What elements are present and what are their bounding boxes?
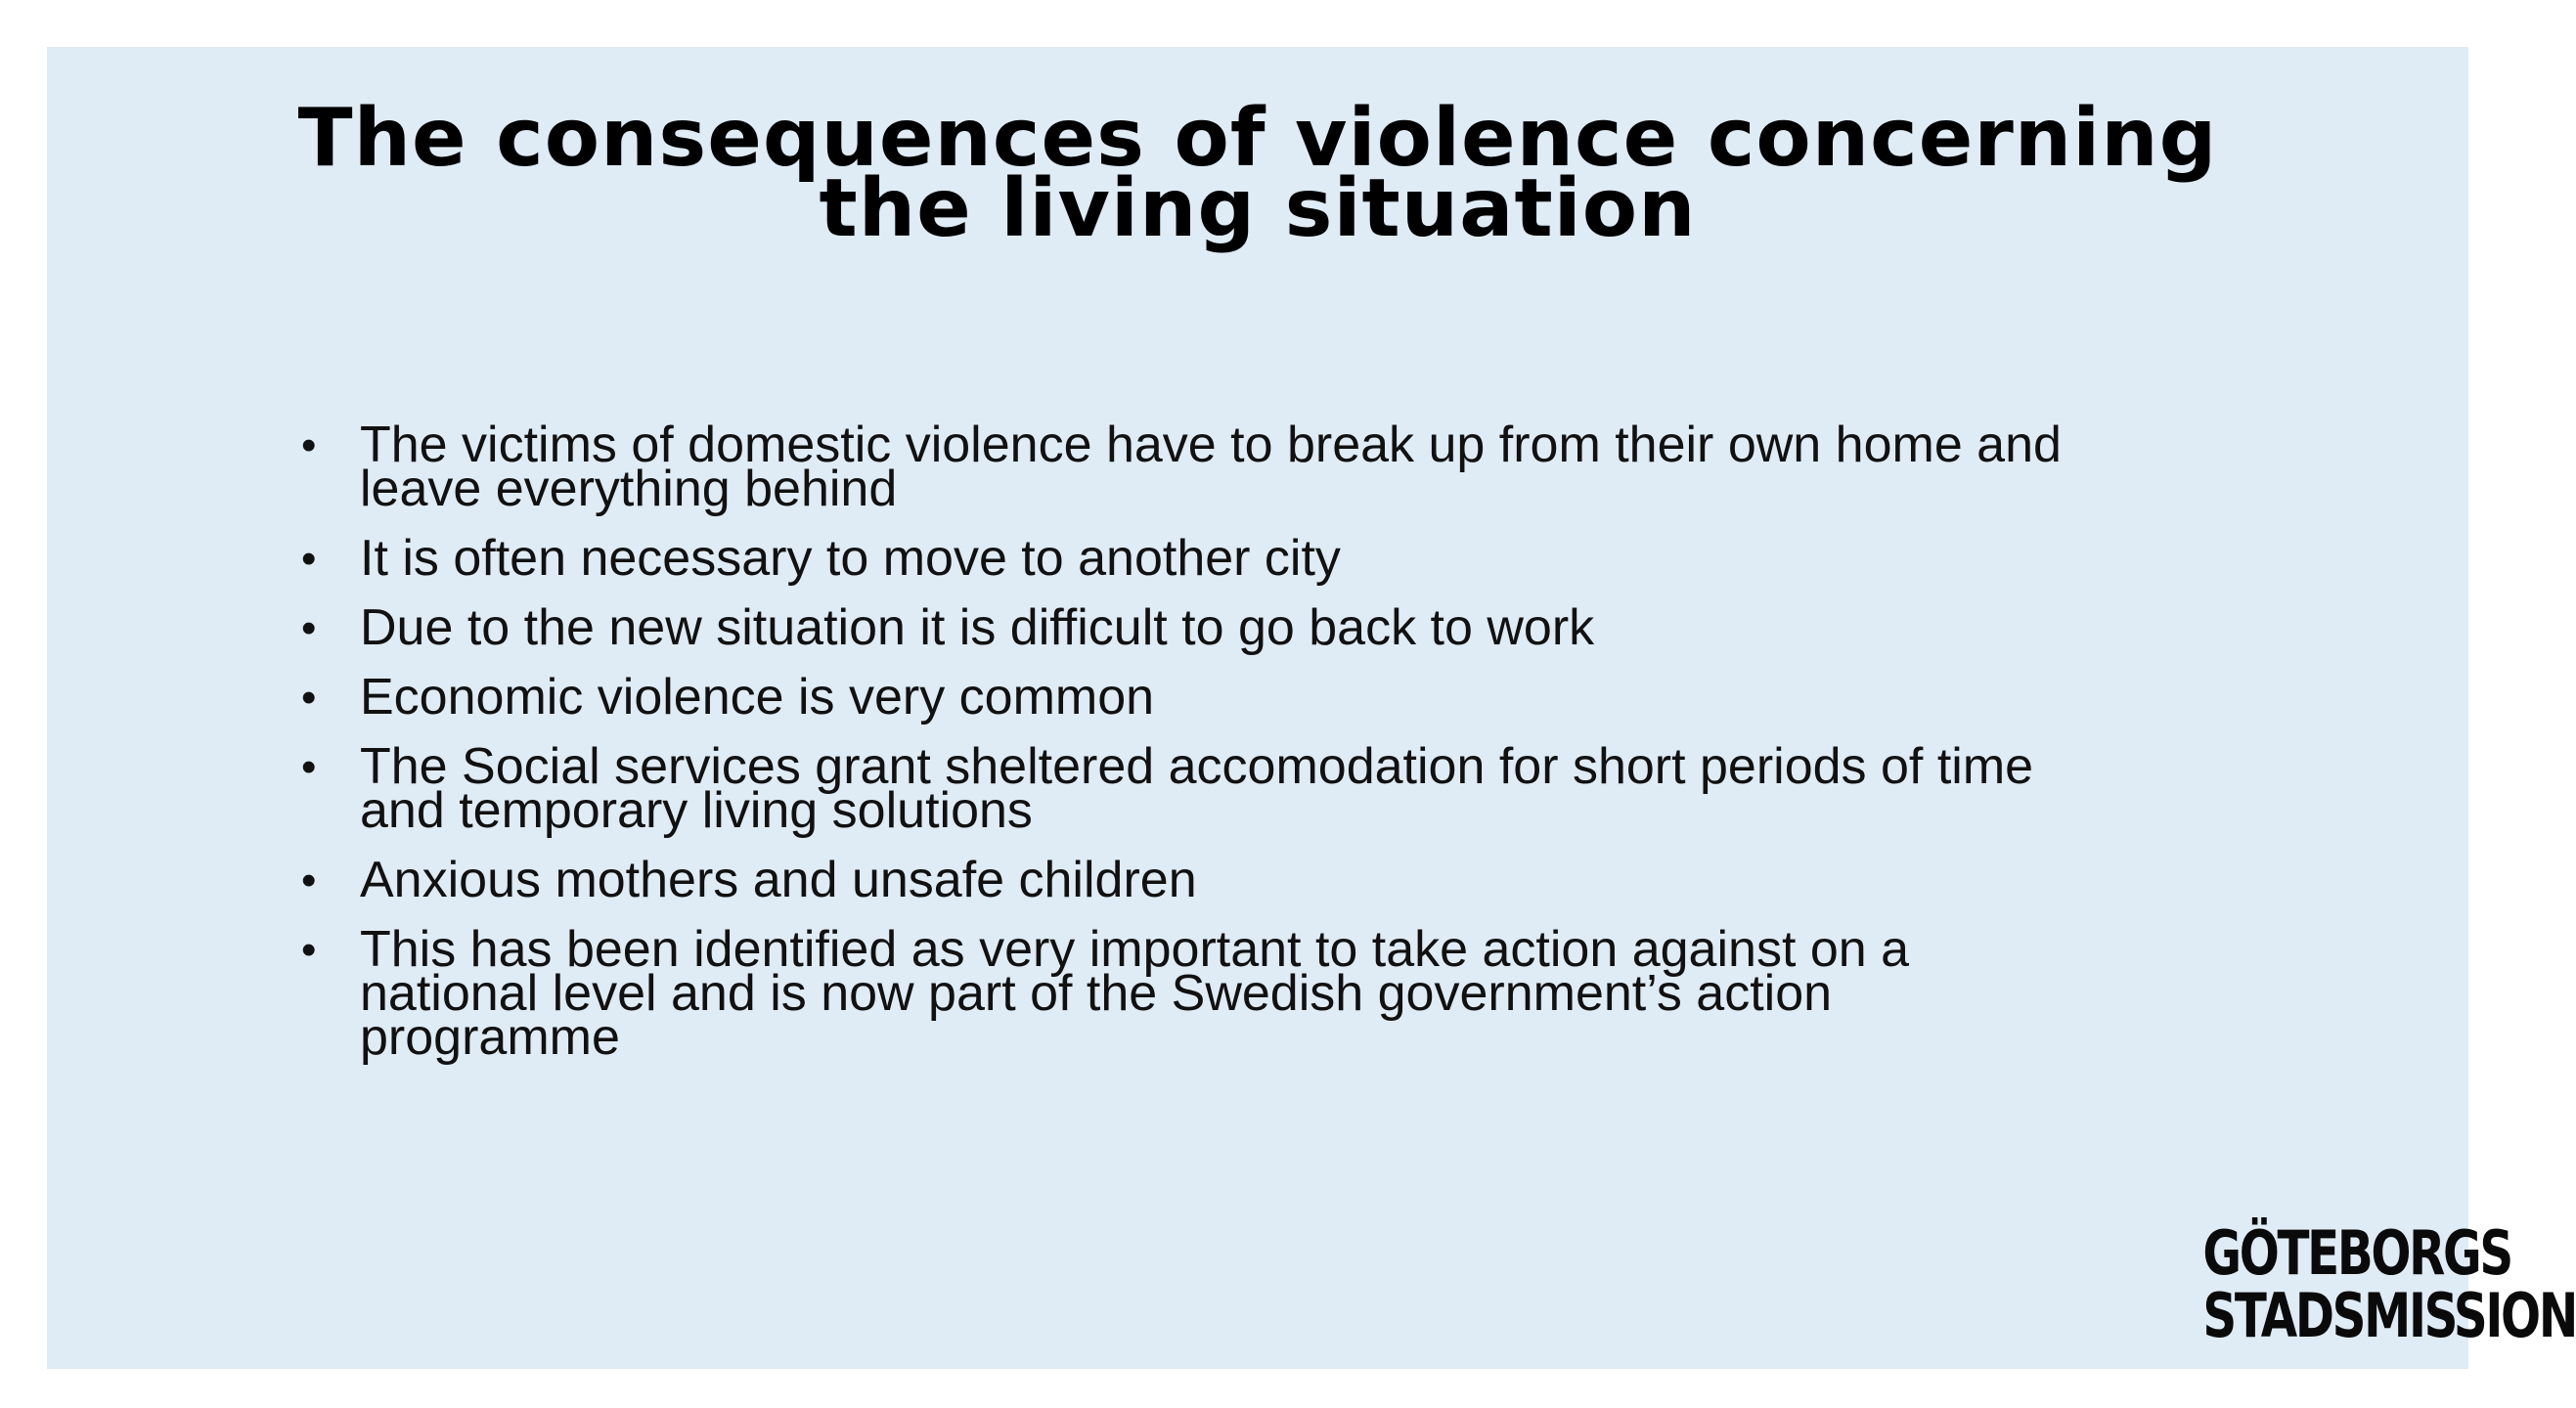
bullet-item [301, 530, 2062, 587]
bullet-icon: • [301, 674, 317, 722]
bullet-text: Economic violence is very common [360, 669, 1155, 726]
bullet-text: Anxious mothers and unsafe children [360, 852, 1197, 908]
bullet-item [301, 417, 2062, 517]
logo-line-1: GÖTEBORGS [2202, 1217, 2511, 1289]
logo-line-2: STADSMISSION [2202, 1280, 2576, 1351]
bullet-icon: • [301, 743, 317, 791]
bullet-icon: • [301, 604, 317, 652]
goteborgs-stadsmission-logo [2134, 1217, 2576, 1351]
bullet-item [301, 669, 2062, 726]
bullet-list [301, 417, 2062, 1085]
bullet-icon: • [301, 421, 317, 469]
bullet-item [301, 852, 2062, 908]
bullet-text: The victims of domestic violence have to break up from their own home and leave everything behind [360, 417, 2062, 517]
slide [47, 47, 2576, 1369]
bullet-text: Due to the new situation it is difficult to go back to work [360, 599, 1595, 656]
bullet-text: This has been identified as very important to take action against on a national level and is now part of the Swedish government’s action programme [360, 921, 1910, 1066]
bullet-text: The Social services grant sheltered accomodation for short periods of time and temporary living solutions [360, 738, 2034, 839]
bullet-item [301, 921, 2062, 1066]
title-line-2: the living situation [819, 162, 1697, 255]
bullet-item [301, 738, 2062, 839]
bullet-text: It is often necessary to move to another city [360, 530, 1341, 587]
title-line-1: The consequences of violence concerning [297, 92, 2218, 185]
bullet-icon: • [301, 926, 317, 974]
bullet-item [301, 599, 2062, 656]
bullet-icon: • [301, 857, 317, 904]
bullet-icon: • [301, 535, 317, 583]
slide-title [47, 92, 2468, 255]
